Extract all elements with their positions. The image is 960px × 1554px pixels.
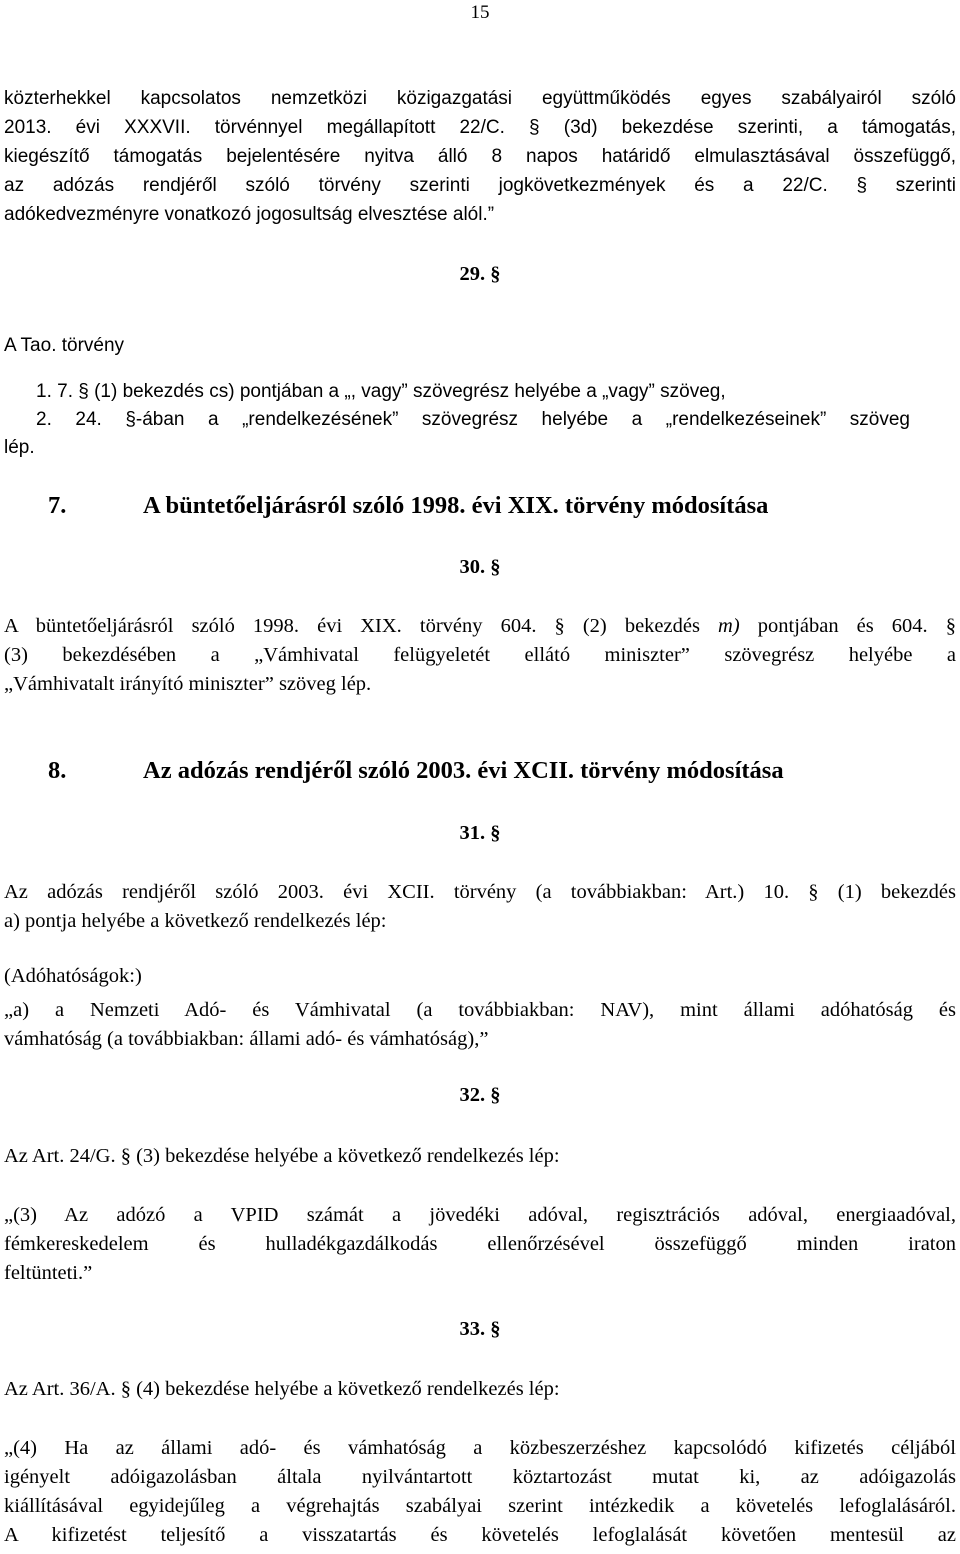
section-heading-30: 30. § (459, 556, 501, 578)
italic-run: m) (718, 615, 740, 637)
section-32-quote: „(3) Az adózó a VPID számát a jövedéki adóval, regisztrációs adóval, energiaadóval, (4, 1204, 956, 1226)
chapter-number: 7. (48, 492, 67, 519)
text-run: pontjában és 604. § (739, 615, 957, 637)
intro-line: adókedvezményre vonatkozó jogosultság elvesztése alól.” (4, 204, 495, 225)
section-32-lead: Az Art. 24/G. § (3) bekezdése helyébe a következő rendelkezés lép: (4, 1145, 560, 1167)
section-33-lead: Az Art. 36/A. § (4) bekezdése helyébe a következő rendelkezés lép: (4, 1378, 560, 1400)
intro-line: közterhekkel kapcsolatos nemzetközi közigazgatási együttműködés egyes szabályairól szóló (4, 88, 956, 109)
chapter-title: Az adózás rendjéről szóló 2003. évi XCII. törvény módosítása (143, 757, 784, 784)
intro-line: 2013. évi XXXVII. törvénnyel megállapított 22/C. § (3d) bekezdése szerinti, a támogatás, (4, 117, 956, 138)
section-heading-31: 31. § (459, 822, 501, 844)
text-run: A büntetőeljárásról szóló 1998. évi XIX. törvény 604. § (2) bekezdés (4, 615, 719, 637)
section-29-item-2-end: lép. (4, 437, 35, 458)
section-31-line: Az adózás rendjéről szóló 2003. évi XCII. törvény (a továbbiakban: Art.) 10. § (1) bekezdés (4, 881, 956, 903)
section-29-lead: A Tao. törvény (4, 335, 125, 356)
intro-line: kiegészítő támogatás bejelentésére nyitva álló 8 napos határidő elmulasztásával összefüggő, (4, 146, 956, 167)
section-31-quote: vámhatóság (a továbbiakban: állami adó- és vámhatóság),” (4, 1028, 489, 1050)
section-32-quote: feltünteti.” (4, 1262, 93, 1284)
section-29-item-2: 2. 24. §-ában a „rendelkezésének” szövegrész helyébe a „rendelkezéseinek” szöveg (36, 409, 910, 430)
section-heading-32: 32. § (459, 1084, 501, 1106)
chapter-number: 8. (48, 757, 67, 784)
section-30-line (4, 612, 956, 642)
section-heading-33: 33. § (459, 1318, 501, 1340)
section-30-line: „Vámhivatalt irányító miniszter” szöveg lép. (4, 673, 372, 695)
chapter-title: A büntetőeljárásról szóló 1998. évi XIX. törvény módosítása (143, 492, 769, 519)
intro-line: az adózás rendjéről szóló törvény szerinti jogkövetkezmények és a 22/C. § szerinti (4, 175, 956, 196)
section-33-quote: kiállításával egyidejűleg a végrehajtás szabályai szerint intézkedik a követelés lefoglalásáról. (4, 1495, 956, 1517)
section-32-quote: fémkereskedelem és hulladékgazdálkodás ellenőrzésével összefüggő minden iraton (4, 1233, 956, 1255)
section-31-quote: „a) a Nemzeti Adó- és Vámhivatal (a továbbiakban: NAV), mint állami adóhatóság és (4, 999, 956, 1021)
section-heading-29: 29. § (459, 263, 501, 285)
section-31-subtitle: (Adóhatóságok:) (4, 965, 142, 987)
section-33-quote: igényelt adóigazolásban általa nyilvántartott köztartozást mutat ki, az adóigazolás (4, 1466, 956, 1488)
section-33-quote: A kifizetést teljesítő a visszatartás és követelés lefoglalását követően mentesül az (4, 1524, 956, 1546)
page-number: 15 (470, 2, 490, 23)
section-30-line: (3) bekezdésében a „Vámhivatal felügyeletét ellátó miniszter” szövegrész helyébe a (4, 644, 956, 666)
section-29-item-1: 1. 7. § (1) bekezdés cs) pontjában a „, vagy” szövegrész helyébe a „vagy” szöveg, (36, 381, 726, 402)
section-31-line: a) pontja helyébe a következő rendelkezés lép: (4, 910, 387, 932)
section-33-quote: „(4) Ha az állami adó- és vámhatóság a közbeszerzéshez kapcsolódó kifizetés céljából (4, 1437, 956, 1459)
